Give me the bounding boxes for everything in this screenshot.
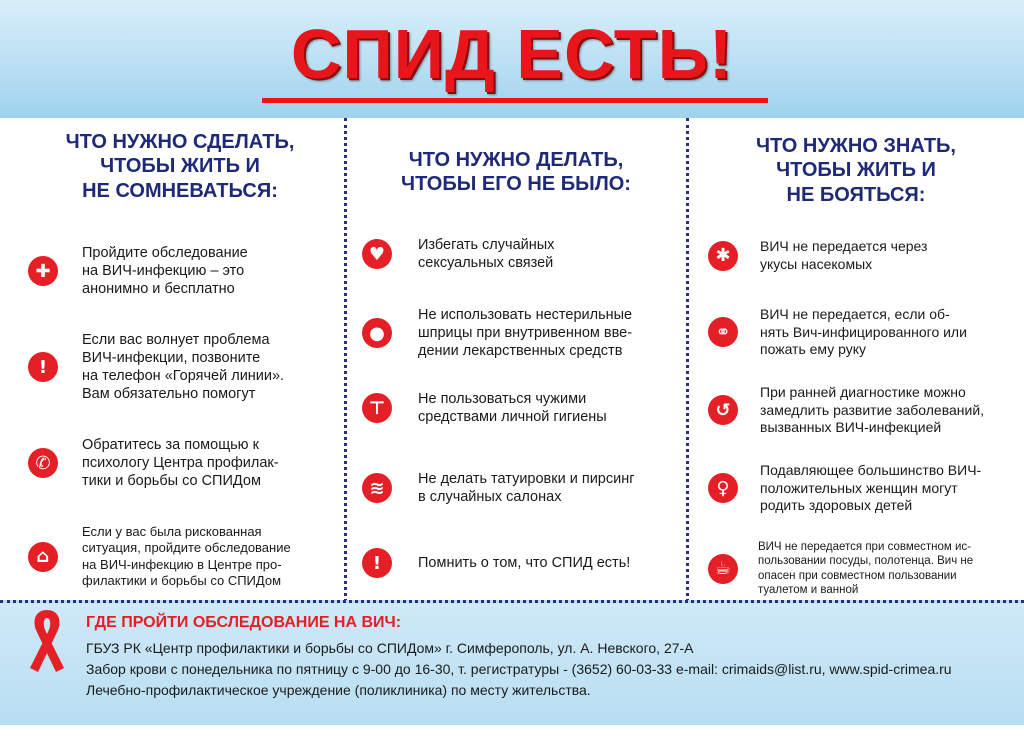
- item-text: [82, 436, 279, 490]
- item-line: ситуация, пройдите обследование: [82, 540, 291, 556]
- exclamation-icon: !: [28, 352, 58, 382]
- building-icon: ⌂: [28, 542, 58, 572]
- item-line: в случайных салонах: [418, 489, 562, 506]
- column-1-item: [28, 524, 291, 589]
- item-line: ВИЧ не передается через: [760, 238, 928, 254]
- poster-title: СПИД ЕСТЬ!: [290, 15, 734, 93]
- item-line: тики и борьбы со СПИДом: [82, 473, 261, 490]
- item-line: При ранней диагностике можно: [760, 384, 966, 400]
- column-3-item: [708, 462, 981, 515]
- footer-schedule: Забор крови с понедельника по пятницу с 9-00 до 16-30, т. регистратуры - (3652) 60-03-33 e-mail: crimaids@list.ru, www.spid-crimea.ru: [86, 661, 952, 677]
- item-line: пользовании посуды, полотенца. Вич не: [758, 555, 974, 568]
- column-2-heading: [352, 148, 680, 197]
- footer-clinic: Лечебно-профилактическое учреждение (поликлиника) по месту жительства.: [86, 682, 591, 698]
- column-2-item: [362, 306, 632, 360]
- item-line: Не использовать нестерильные: [418, 307, 633, 323]
- item-line: замедлить развитие заболеваний,: [760, 401, 985, 418]
- column-3-item: [708, 384, 984, 437]
- column-3-item: [708, 238, 927, 273]
- item-line: анонимно и бесплатно: [82, 281, 235, 298]
- column-divider-right: [686, 118, 689, 602]
- item-line: ВИЧ-инфекции, позвоните: [82, 350, 261, 367]
- pregnant-woman-icon: ♀: [708, 473, 738, 503]
- item-line: Пройдите обследование: [82, 245, 248, 261]
- item-line: на ВИЧ-инфекцию – это: [82, 263, 245, 280]
- exclamation-icon: !: [362, 548, 392, 578]
- phone-icon: ✆: [28, 448, 58, 478]
- column-1-heading-line: НЕ СОМНЕВАТЬСЯ:: [82, 179, 278, 202]
- item-line: ВИЧ не передается, если об-: [760, 306, 950, 322]
- column-3-heading-line: НЕ БОЯТЬСЯ:: [786, 183, 926, 206]
- item-line: Если у вас была рискованная: [82, 524, 262, 539]
- column-2-item: [362, 548, 630, 578]
- item-line: нять Вич-инфицированного или: [760, 323, 967, 340]
- title-underline: [262, 98, 768, 103]
- broken-heart-icon: ♥: [362, 239, 392, 269]
- item-text: [760, 462, 981, 515]
- item-text: [760, 384, 984, 437]
- medical-cross-icon: ✚: [28, 256, 58, 286]
- footer-address: ГБУЗ РК «Центр профилактики и борьбы со СПИДом» г. Симферополь, ул. А. Невского, 27-А: [86, 640, 694, 656]
- item-line: шприцы при внутривенном вве-: [418, 325, 633, 342]
- tattoo-icon: ≋: [362, 473, 392, 503]
- column-1-item: [28, 436, 279, 490]
- column-2-heading-line: ЧТОБЫ ЕГО НЕ БЫЛО:: [401, 173, 631, 196]
- column-2-item: [362, 470, 635, 506]
- item-line: Не делать татуировки и пирсинг: [418, 471, 635, 487]
- item-text: [418, 390, 607, 426]
- column-3-heading-line: ЧТО НУЖНО ЗНАТЬ,: [756, 135, 956, 157]
- item-text: [758, 540, 973, 598]
- mosquito-icon: ✱: [708, 241, 738, 271]
- footer-heading: ГДЕ ПРОЙТИ ОБСЛЕДОВАНИЕ НА ВИЧ:: [86, 614, 402, 631]
- column-3-item: [708, 306, 967, 359]
- column-1-heading-line: ЧТОБЫ ЖИТЬ И: [100, 155, 260, 178]
- item-line: опасен при совместном пользовании: [758, 569, 957, 582]
- diagnosis-icon: ↺: [708, 395, 738, 425]
- item-line: психологу Центра профилак-: [82, 455, 279, 472]
- item-line: на ВИЧ-инфекцию в Центре про-: [82, 556, 282, 572]
- item-line: средствами личной гигиены: [418, 409, 607, 426]
- handshake-icon: ⚭: [708, 317, 738, 347]
- item-line: ВИЧ не передается при совместном ис-: [758, 541, 971, 553]
- item-line: Если вас волнует проблема: [82, 332, 270, 348]
- item-text: [760, 238, 927, 273]
- dishes-icon: ☕: [708, 554, 738, 584]
- item-line: Подавляющее большинство ВИЧ-: [760, 462, 982, 478]
- item-text: [418, 470, 635, 506]
- blood-drop-icon: ●: [362, 318, 392, 348]
- red-ribbon-icon: [22, 606, 72, 690]
- item-line: укусы насекомых: [760, 255, 873, 272]
- item-line: родить здоровых детей: [760, 497, 913, 513]
- item-text: [82, 331, 284, 404]
- item-line: дении лекарственных средств: [418, 343, 623, 360]
- item-text: [760, 306, 967, 359]
- column-3-heading: [696, 134, 1016, 207]
- item-text: [418, 554, 630, 572]
- column-2-heading-line: ЧТО НУЖНО ДЕЛАТЬ,: [408, 149, 624, 171]
- item-line: на телефон «Горячей линии».: [82, 368, 285, 385]
- item-line: туалетом и ванной: [758, 584, 859, 597]
- item-line: вызванных ВИЧ-инфекцией: [760, 419, 942, 435]
- column-1-item: [28, 244, 248, 298]
- column-3-item: [708, 540, 973, 598]
- column-3-heading-line: ЧТОБЫ ЖИТЬ И: [776, 159, 936, 182]
- razor-icon: ⊤: [362, 393, 392, 423]
- item-line: пожать ему руку: [760, 341, 867, 357]
- item-line: Помнить о том, что СПИД есть!: [418, 554, 631, 571]
- item-line: сексуальных связей: [418, 255, 554, 272]
- item-line: Избегать случайных: [418, 237, 555, 253]
- column-1-item: [28, 331, 284, 404]
- item-text: [418, 306, 632, 360]
- item-text: [418, 236, 554, 272]
- item-text: [82, 524, 291, 589]
- item-line: положительных женщин могут: [760, 479, 958, 496]
- column-divider-left: [344, 118, 347, 602]
- item-line: Не пользоваться чужими: [418, 391, 587, 407]
- item-text: [82, 244, 248, 298]
- column-1-heading-line: ЧТО НУЖНО СДЕЛАТЬ,: [65, 131, 295, 153]
- item-line: Обратитесь за помощью к: [82, 437, 259, 453]
- column-2-item: [362, 390, 607, 426]
- column-2-item: [362, 236, 554, 272]
- item-line: Вам обязательно помогут: [82, 386, 256, 403]
- item-line: филактики и борьбы со СПИДом: [82, 572, 282, 588]
- column-1-heading: [20, 130, 340, 203]
